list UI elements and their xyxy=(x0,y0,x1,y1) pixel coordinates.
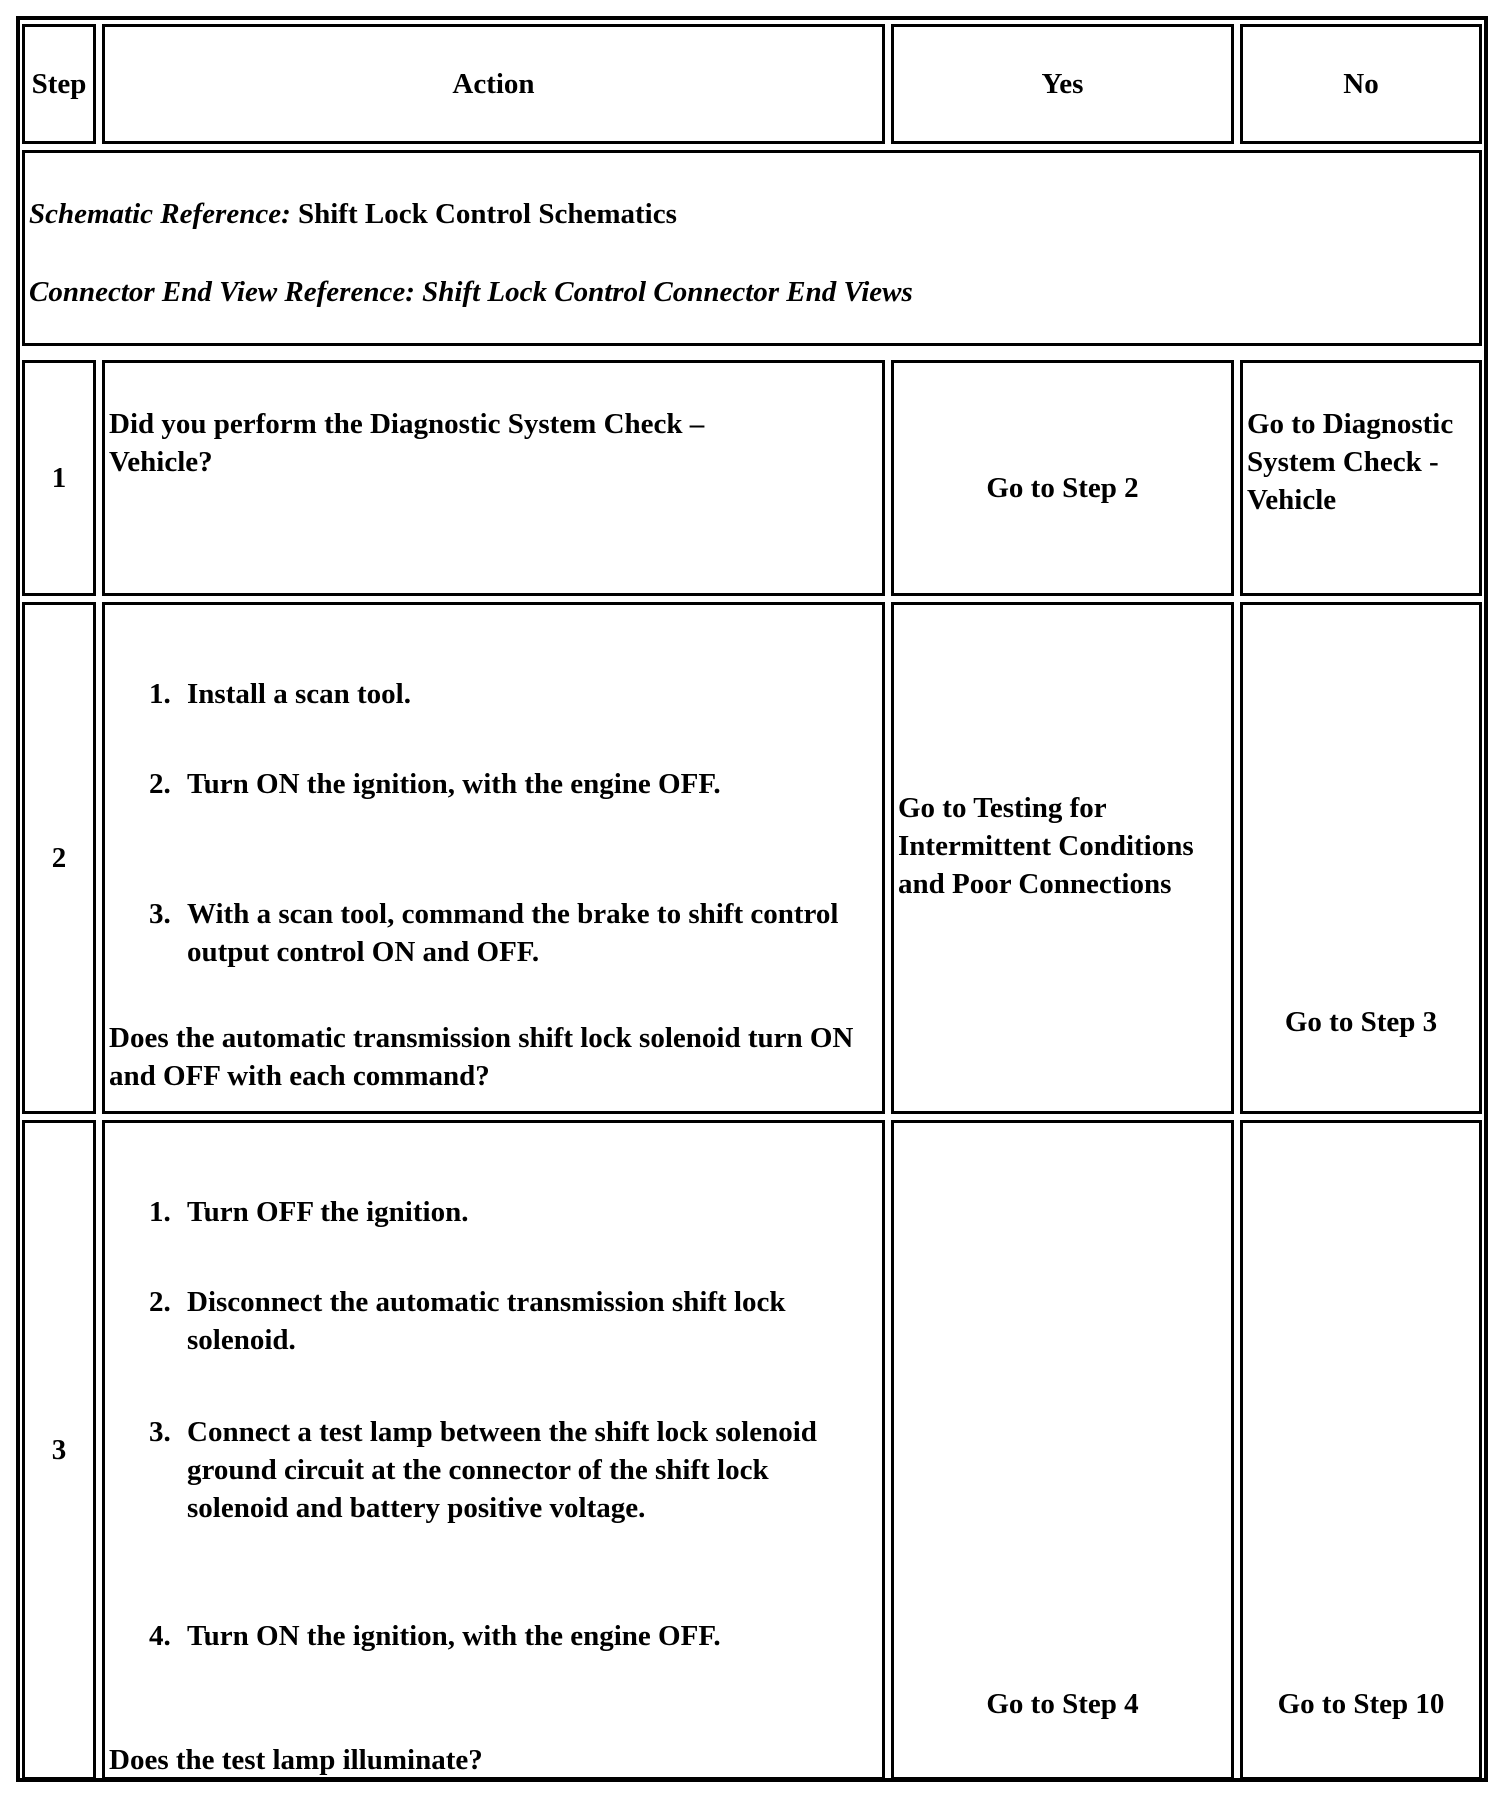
list-item: 4. Turn ON the ignition, with the engine OFF. xyxy=(149,1620,721,1652)
step-1-question: Did you perform the Diagnostic System Check – Vehicle? xyxy=(109,408,705,478)
schematic-reference xyxy=(29,195,677,233)
step-1-no-text: Go to Diagnostic System Check - Vehicle xyxy=(1247,408,1454,516)
step-3-yes xyxy=(891,1120,1234,1780)
step-1-yes-text: Go to Step 2 xyxy=(986,472,1139,504)
step-2-number: 2 xyxy=(22,602,96,1114)
connector-reference-value: Shift Lock Control Connector End Views xyxy=(414,276,913,308)
step-2-yes xyxy=(891,602,1234,1114)
step-3-no xyxy=(1240,1120,1482,1780)
step-1-yes xyxy=(891,360,1234,596)
connector-reference xyxy=(29,273,913,311)
step-3-yes-text: Go to Step 4 xyxy=(986,1688,1139,1720)
step-3-number: 3 xyxy=(22,1120,96,1780)
header-no: No xyxy=(1240,24,1482,144)
header-action: Action xyxy=(102,24,885,144)
step-2-no-text: Go to Step 3 xyxy=(1284,1006,1438,1038)
step-3-action xyxy=(102,1120,885,1780)
header-yes: Yes xyxy=(891,24,1234,144)
schematic-reference-label: Schematic Reference: xyxy=(29,198,291,230)
connector-reference-label: Connector End View Reference: xyxy=(29,276,415,308)
step-1-number: 1 xyxy=(22,360,96,596)
step-2-yes-text: Go to Testing for Intermittent Conditions and Poor Connections xyxy=(898,792,1194,900)
reference-row xyxy=(22,150,1482,346)
step-3-question: Does the test lamp illuminate? xyxy=(109,1744,483,1776)
step-1-action xyxy=(102,360,885,596)
schematic-reference-value: Shift Lock Control Schematics xyxy=(290,198,677,230)
list-item: 1. Install a scan tool. xyxy=(149,678,411,710)
step-2-question: Does the automatic transmission shift lock solenoid turn ON and OFF with each command? xyxy=(109,1022,854,1092)
list-item: 2. Turn ON the ignition, with the engine OFF. xyxy=(149,768,721,800)
step-2-action xyxy=(102,602,885,1114)
list-item: 3. With a scan tool, command the brake to shift control output control ON and OFF. xyxy=(149,898,839,968)
list-item: 3. Connect a test lamp between the shift lock solenoid ground circuit at the connector of the shift lock solenoid and battery positive voltage. xyxy=(149,1416,817,1524)
diagnostic-table xyxy=(16,16,1488,1782)
step-2-no xyxy=(1240,602,1482,1114)
list-item: 1. Turn OFF the ignition. xyxy=(149,1196,469,1228)
step-3-no-text: Go to Step 10 xyxy=(1277,1688,1445,1720)
list-item: 2. Disconnect the automatic transmission shift lock solenoid. xyxy=(149,1286,786,1356)
step-1-no xyxy=(1240,360,1482,596)
header-step: Step xyxy=(22,24,96,144)
